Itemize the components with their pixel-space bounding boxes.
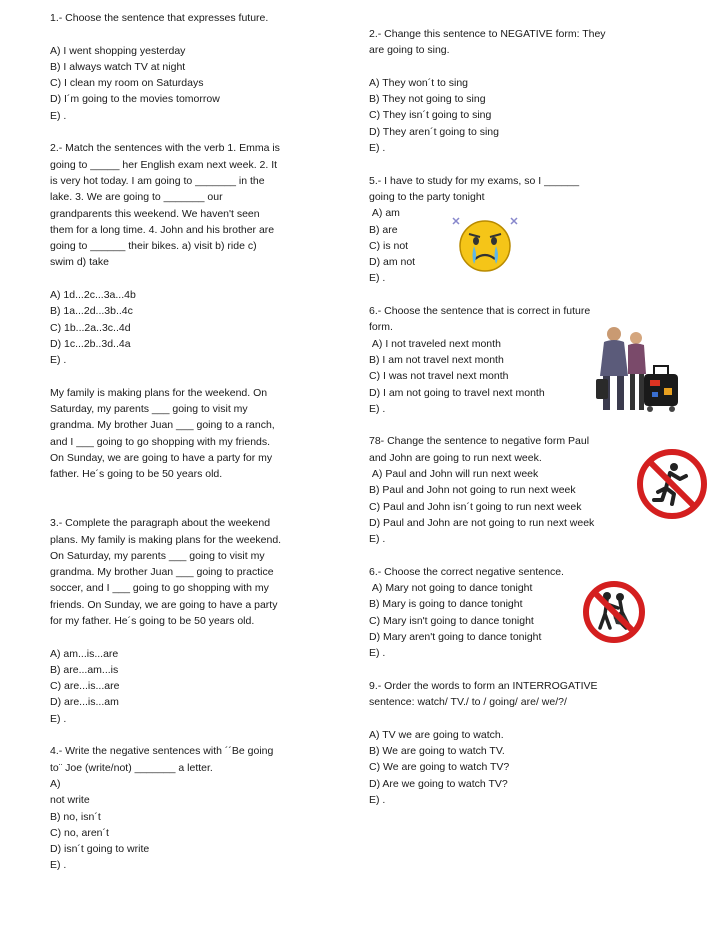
crying-emoji-icon [447,212,523,274]
q5-option-a: A) am [369,207,400,220]
q9-option-d: D) Are we going to watch TV? [369,777,508,790]
q2-line: 2.- Match the sentences with the verb 1. Emma is [50,142,280,155]
q2neg-line: are going to sing. [369,44,450,57]
q2neg-option-e: E) . [369,142,386,155]
q6a-option-d: D) I am not going to travel next month [369,386,545,399]
paragraph-line: and I ___ going to go shopping with my friends. [50,435,271,448]
no-dancing-sign-icon [582,580,646,644]
q3-line: grandma. My brother Juan ___ going to practice [50,566,274,579]
q2-option-e: E) . [50,354,67,367]
q1-option-a: A) I went shopping yesterday [50,44,186,57]
q2neg-option-b: B) They not going to sing [369,93,486,106]
q78-option-d: D) Paul and John are not going to run next week [369,516,595,529]
q6a-option-a: A) I not traveled next month [369,337,501,350]
q9-line: sentence: watch/ TV./ to / going/ are/ we/?/ [369,696,567,709]
q2-option-a: A) 1d...2c...3a...4b [50,289,136,302]
q6a-line: 6.- Choose the sentence that is correct in future [369,305,591,318]
q2neg-line: 2.- Change this sentence to NEGATIVE form: They [369,28,606,40]
q2-line: swim d) take [50,256,109,269]
q6a-line: form. [369,321,393,334]
q5-option-e: E) . [369,272,386,285]
q3-option-a: A) am...is...are [50,647,119,660]
q3-line: On Saturday, my parents ___ going to visit my [50,549,265,562]
q2-line: is very hot today. I am going to _______ in the [50,174,265,187]
q1-option-c: C) I clean my room on Saturdays [50,77,204,90]
q2neg-option-d: D) They aren´t going to sing [369,125,499,138]
q5-option-d: D) am not [369,256,416,269]
q3-line: friends. On Sunday, we are going to have a party [50,598,278,611]
q6b-option-a: A) Mary not going to dance tonight [369,582,533,595]
q6b-option-e: E) . [369,647,386,660]
q78-option-e: E) . [369,533,386,546]
q2-line: going to _____ her English exam next week. 2. It [50,158,278,171]
q1-option-d: D) I´m going to the movies tomorrow [50,93,220,106]
q4-line: to¨ Joe (write/not) _______ a letter. [50,761,213,774]
q4-option-b: B) no, isn´t [50,810,101,823]
q6a-option-c: C) I was not travel next month [369,370,509,383]
q6b-line: 6.- Choose the correct negative sentence. [369,565,564,578]
q3-option-d: D) are...is...am [50,696,119,709]
q4-option-a-text: not write [50,794,90,807]
q2-option-c: C) 1b...2a..3c..4d [50,321,131,334]
no-running-sign-icon [636,448,708,520]
q78-line: and John are going to run next week. [369,451,542,464]
q3-line: soccer, and I ___ going to go shopping with my [50,582,269,595]
q3-option-c: C) are...is...are [50,680,120,693]
q6b-option-c: C) Mary isn't going to dance tonight [369,614,534,627]
q3-option-b: B) are...am...is [50,663,119,676]
paragraph-line: My family is making plans for the weekend. On [50,386,268,399]
q4-line: 4.- Write the negative sentences with ´´Be going [50,745,274,758]
q9-option-c: C) We are going to watch TV? [369,761,510,774]
q3-line: 3.- Complete the paragraph about the weekend [50,517,271,530]
q2-line: going to ______ their bikes. a) visit b) ride c) [50,240,257,253]
q5-option-c: C) is not [369,239,409,252]
q2neg-option-c: C) They isn´t going to sing [369,109,492,122]
q1-option-b: B) I always watch TV at night [50,60,186,73]
q2-option-b: B) 1a...2d...3b..4c [50,305,133,318]
q5-line: 5.- I have to study for my exams, so I ______ [369,174,580,187]
q78-line: 78- Change the sentence to negative form Paul [369,435,590,448]
q4-option-c: C) no, aren´t [50,826,109,839]
q1-title: 1.- Choose the sentence that expresses future. [50,12,269,24]
q78-option-c: C) Paul and John isn´t going to run next week [369,500,582,513]
left-column [50,10,350,874]
q6a-option-e: E) . [369,402,386,415]
q3-line: for my father. He´s going to be 50 years old. [50,614,255,627]
q6a-option-b: B) I am not travel next month [369,353,504,366]
q4-option-a: A) [50,777,61,790]
paragraph-line: father. He´s going to be 50 years old. [50,468,223,481]
paragraph-line: Saturday, my parents ___ going to visit my [50,403,248,416]
q9-option-e: E) . [369,793,386,806]
q2-line: grandparents this weekend. We haven't seen [50,207,260,220]
q9-option-a: A) TV we are going to watch. [369,728,504,741]
q5-option-b: B) are [369,223,398,236]
q3-line: plans. My family is making plans for the weekend. [50,533,282,546]
q78-option-b: B) Paul and John not going to run next week [369,484,576,497]
q5-line: going to the party tonight [369,190,485,203]
q78-option-a: A) Paul and John will run next week [369,468,539,481]
q9-option-b: B) We are going to watch TV. [369,745,505,758]
travelers-with-luggage-icon [588,324,684,418]
paragraph-line: grandma. My brother Juan ___ going to a ranch, [50,419,275,432]
q6b-option-d: D) Mary aren't going to dance tonight [369,630,542,643]
q2-option-d: D) 1c...2b..3d..4a [50,337,131,350]
q4-option-d: D) isn´t going to write [50,843,150,856]
q6b-option-b: B) Mary is going to dance tonight [369,598,523,611]
q2neg-option-a: A) They won´t to sing [369,76,469,89]
q9-line: 9.- Order the words to form an INTERROGATIVE [369,679,598,692]
q2-line: lake. 3. We are going to _______ our [50,191,223,204]
q2-line: them for a long time. 4. John and his brother are [50,223,275,236]
paragraph-line: On Sunday, we are going to have a party for my [50,452,273,465]
q1-option-e: E) . [50,109,67,122]
q3-option-e: E) . [50,712,67,725]
q4-option-e: E) . [50,859,67,872]
